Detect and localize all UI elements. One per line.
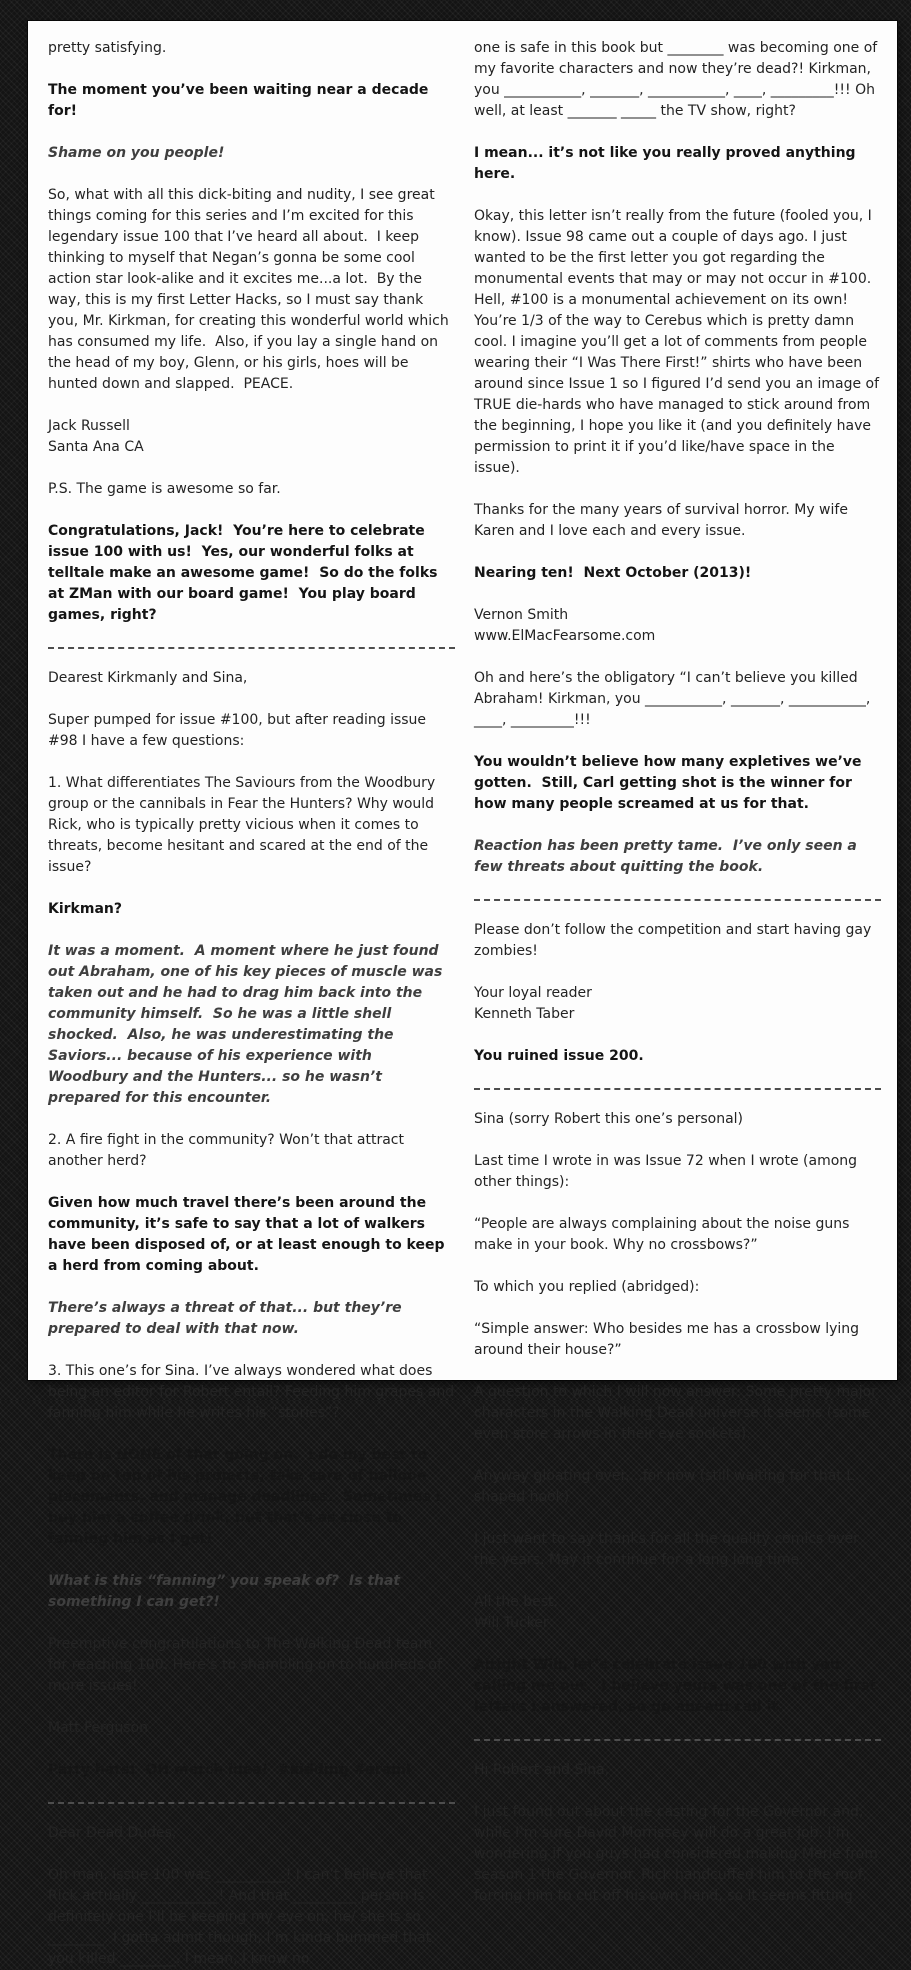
left-column — [48, 38, 459, 1967]
letter-divider — [48, 647, 455, 649]
letter-text: 3. This one’s for Sina. I’ve always wondered what does being an editor for Robert entail? Feeding him grapes and fanning him while he writes his “stories”? — [48, 1363, 459, 1421]
letter-text: Please don’t follow the competition and start having gay zombies! — [474, 922, 876, 959]
letter-text: So, what with all this dick-biting and nudity, I see great things coming for this series and I’m excited for this legendary issue 100 that I’ve heard all about. I keep thinking to myself that Negan’s gonna be some cool action star look-alike and it excites me...a lot. By the way, this is my first Letter Hacks, so I must say thank you, Mr. Kirkman, for creating this wonderful world which has consumed my life. Also, if you lay a single hand on the head of my boy, Glenn, or his girls, hoes will be hunted down and slapped. PEACE. — [48, 187, 454, 392]
letter-salutation: Sina (sorry Robert this one’s personal) — [474, 1111, 744, 1127]
letter-signature: All the best, Will Tucker — [474, 1594, 558, 1631]
letter-salutation: Hi Robert and Sina, — [474, 1762, 610, 1778]
letter-quote: “Simple answer: Who besides me has a crossbow lying around their house?” — [474, 1321, 864, 1358]
letter-text: I just want to say thanks for all the quality comics over the years. May it continue for a long long time. — [474, 1531, 864, 1568]
editor-reply-bold: You wouldn’t believe how many expletives we’ve gotten. Still, Carl getting shot is the winner for how many people screamed at us for that. — [474, 754, 867, 812]
letter-text: Last time I wrote in was Issue 72 when I wrote (among other things): — [474, 1153, 862, 1190]
letter-text: A question to which I will now answer: Some pretty major characters in the Walking Dead universe it seems (some even store arrows in their eye sockets). — [474, 1384, 882, 1442]
editor-reply-bold: Nearing ten! Next October (2013)! — [474, 565, 752, 581]
letter-text: Anyway gloating over....for now (still waiting for that L shaped hook) — [474, 1468, 859, 1505]
editor-reply-bold: Kirkman? — [48, 901, 122, 917]
letter-quote: “People are always complaining about the noise guns make in your book. Why no crossbows?” — [474, 1216, 854, 1253]
right-column — [474, 38, 884, 1904]
editor-reply-bold: Congratulations, Jack! You’re here to celebrate issue 100 with us! Yes, our wonderful folks at telltale make an awesome game! So do the folks at ZMan with our board game! You play board games, right? — [48, 523, 443, 623]
letter-text: 2. A fire fight in the community? Won’t that attract another herd? — [48, 1132, 409, 1169]
letter-divider — [474, 899, 881, 901]
letter-text: P.S. The game is awesome so far. — [48, 481, 281, 497]
letter-text: Oh and here’s the obligatory “I can’t believe you killed Abraham! Kirkman, you ___________, _______, ___________, ____, _________!!! — [474, 670, 875, 728]
editor-reply-bold: Alright Will, let’s celebrate issue 100 with you calling me out. I believe yours was one of the first letters I answered, so go ahead: call it. — [474, 1657, 881, 1715]
letter-text: Thanks for the many years of survival horror. My wife Karen and I love each and every issue. — [474, 502, 853, 539]
letter-text: Super pumped for issue #100, but after reading issue #98 I have a few questions: — [48, 712, 431, 749]
editor-reply-italic: Reaction has been pretty tame. I’ve only seen a few threats about quitting the book. — [474, 838, 862, 875]
letter-text: Okay, this letter isn’t really from the future (fooled you, I know). Issue 98 came out a couple of days ago. I just wanted to be the first letter you got regarding the monumental events that may or may not occur in #100. Hell, #100 is a monumental achievement on its own! You’re 1/3 of the way to Cerebus which is pretty damn cool. I imagine you’ll get a lot of comments from people wearing their “I Was There First!” shirts who have been around since Issue 1 so I figured I’d send you an image of TRUE die-hards who have managed to stick around from the beginning, I hope you like it (and you definitely have permission to print it if you’d like/have space in the issue). — [474, 208, 884, 476]
letter-text: I just found out about the casting for the Governor and, while I’m sure David Morrissey will do a great job, I’m wondering if you guys had considered making Merle from season 1 the Governor. Rick handcuffed him to the roof, forcing him to cut off his own hand, so it seems fitting — [474, 1804, 883, 1904]
letter-divider — [474, 1739, 881, 1741]
letter-signature: Your loyal reader Kenneth Taber — [474, 985, 592, 1022]
editor-reply-italic: There’s always a threat of that... but they’re prepared to deal with that now. — [48, 1300, 407, 1337]
editor-reply-bold: I mean... it’s not like you really proved anything here. — [474, 145, 861, 182]
editor-reply-bold: You ruined issue 200. — [474, 1048, 644, 1064]
letter-text: one is safe in this book but ________ was becoming one of my favorite characters and now they’re dead?! Kirkman, you ___________, _______, ___________, ____, _________!!! Oh well, at least _______ _____ the TV show, right? — [474, 40, 882, 119]
letter-signature: Vernon Smith www.ElMacFearsome.com — [474, 607, 656, 644]
editor-reply-bold: The moment you’ve been waiting near a decade for! — [48, 82, 434, 119]
editor-reply-bold: There is NONE of that going on. I do my best to keep on top of his projects, take care of balloon placements, and manage deadlines. Sometimes I buy him a coffee drink, but that’s as close to fanning him as I get! — [48, 1447, 446, 1547]
letter-text: Oh man, issue 100 was __________! I can’t believe that Rick actually ___________! And that _________ person is definitely one I’ll be keeping my eye on, he/ she is so ________. I gotta admit though, I’m kinda bummed that you killed ________. I mean, I know no — [48, 1867, 436, 1967]
letter-text: 1. What differentiates The Saviours from the Woodbury group or the cannibals in Fear the Hunters? Why would Rick, who is typically pretty vicious when it comes to threats, become hesitant and scared at the end of the issue? — [48, 775, 440, 875]
letter-salutation: Dear Dead Dudes, — [48, 1825, 177, 1841]
editor-reply-bold: Party hats! OH merch idea! #kidding #oramI — [48, 1762, 412, 1778]
letter-salutation: Dearest Kirkmanly and Sina, — [48, 670, 248, 686]
letter-signature: Jack Russell Santa Ana CA — [48, 418, 144, 455]
letter-text: Preemptive congratulations to The Walking Dead team for reaching 100. Here’s to shambling on to hundreds of more issues! — [48, 1636, 447, 1694]
editor-reply-italic: What is this “fanning” you speak of? Is that something I can get?! — [48, 1573, 405, 1610]
letters-page — [28, 21, 897, 1967]
letter-text: To which you replied (abridged): — [474, 1279, 700, 1295]
letter-text: pretty satisfying. — [48, 40, 167, 56]
editor-reply-bold: Given how much travel there’s been around the community, it’s safe to say that a lot of walkers have been disposed of, or at least enough to keep a herd from coming about. — [48, 1195, 450, 1274]
letter-divider — [474, 1088, 881, 1090]
letter-signature: Matt Ferguson — [48, 1720, 148, 1736]
letter-divider — [48, 1802, 455, 1804]
editor-reply-italic: Shame on you people! — [48, 145, 225, 161]
editor-reply-italic: It was a moment. A moment where he just found out Abraham, one of his key pieces of muscle was taken out and he had to drag him back into the community himself. So he was a little shell shocked. Also, he was underestimating the Saviors... because of his experience with Woodbury and the Hunters... so he wasn’t prepared for this encounter. — [48, 943, 448, 1106]
